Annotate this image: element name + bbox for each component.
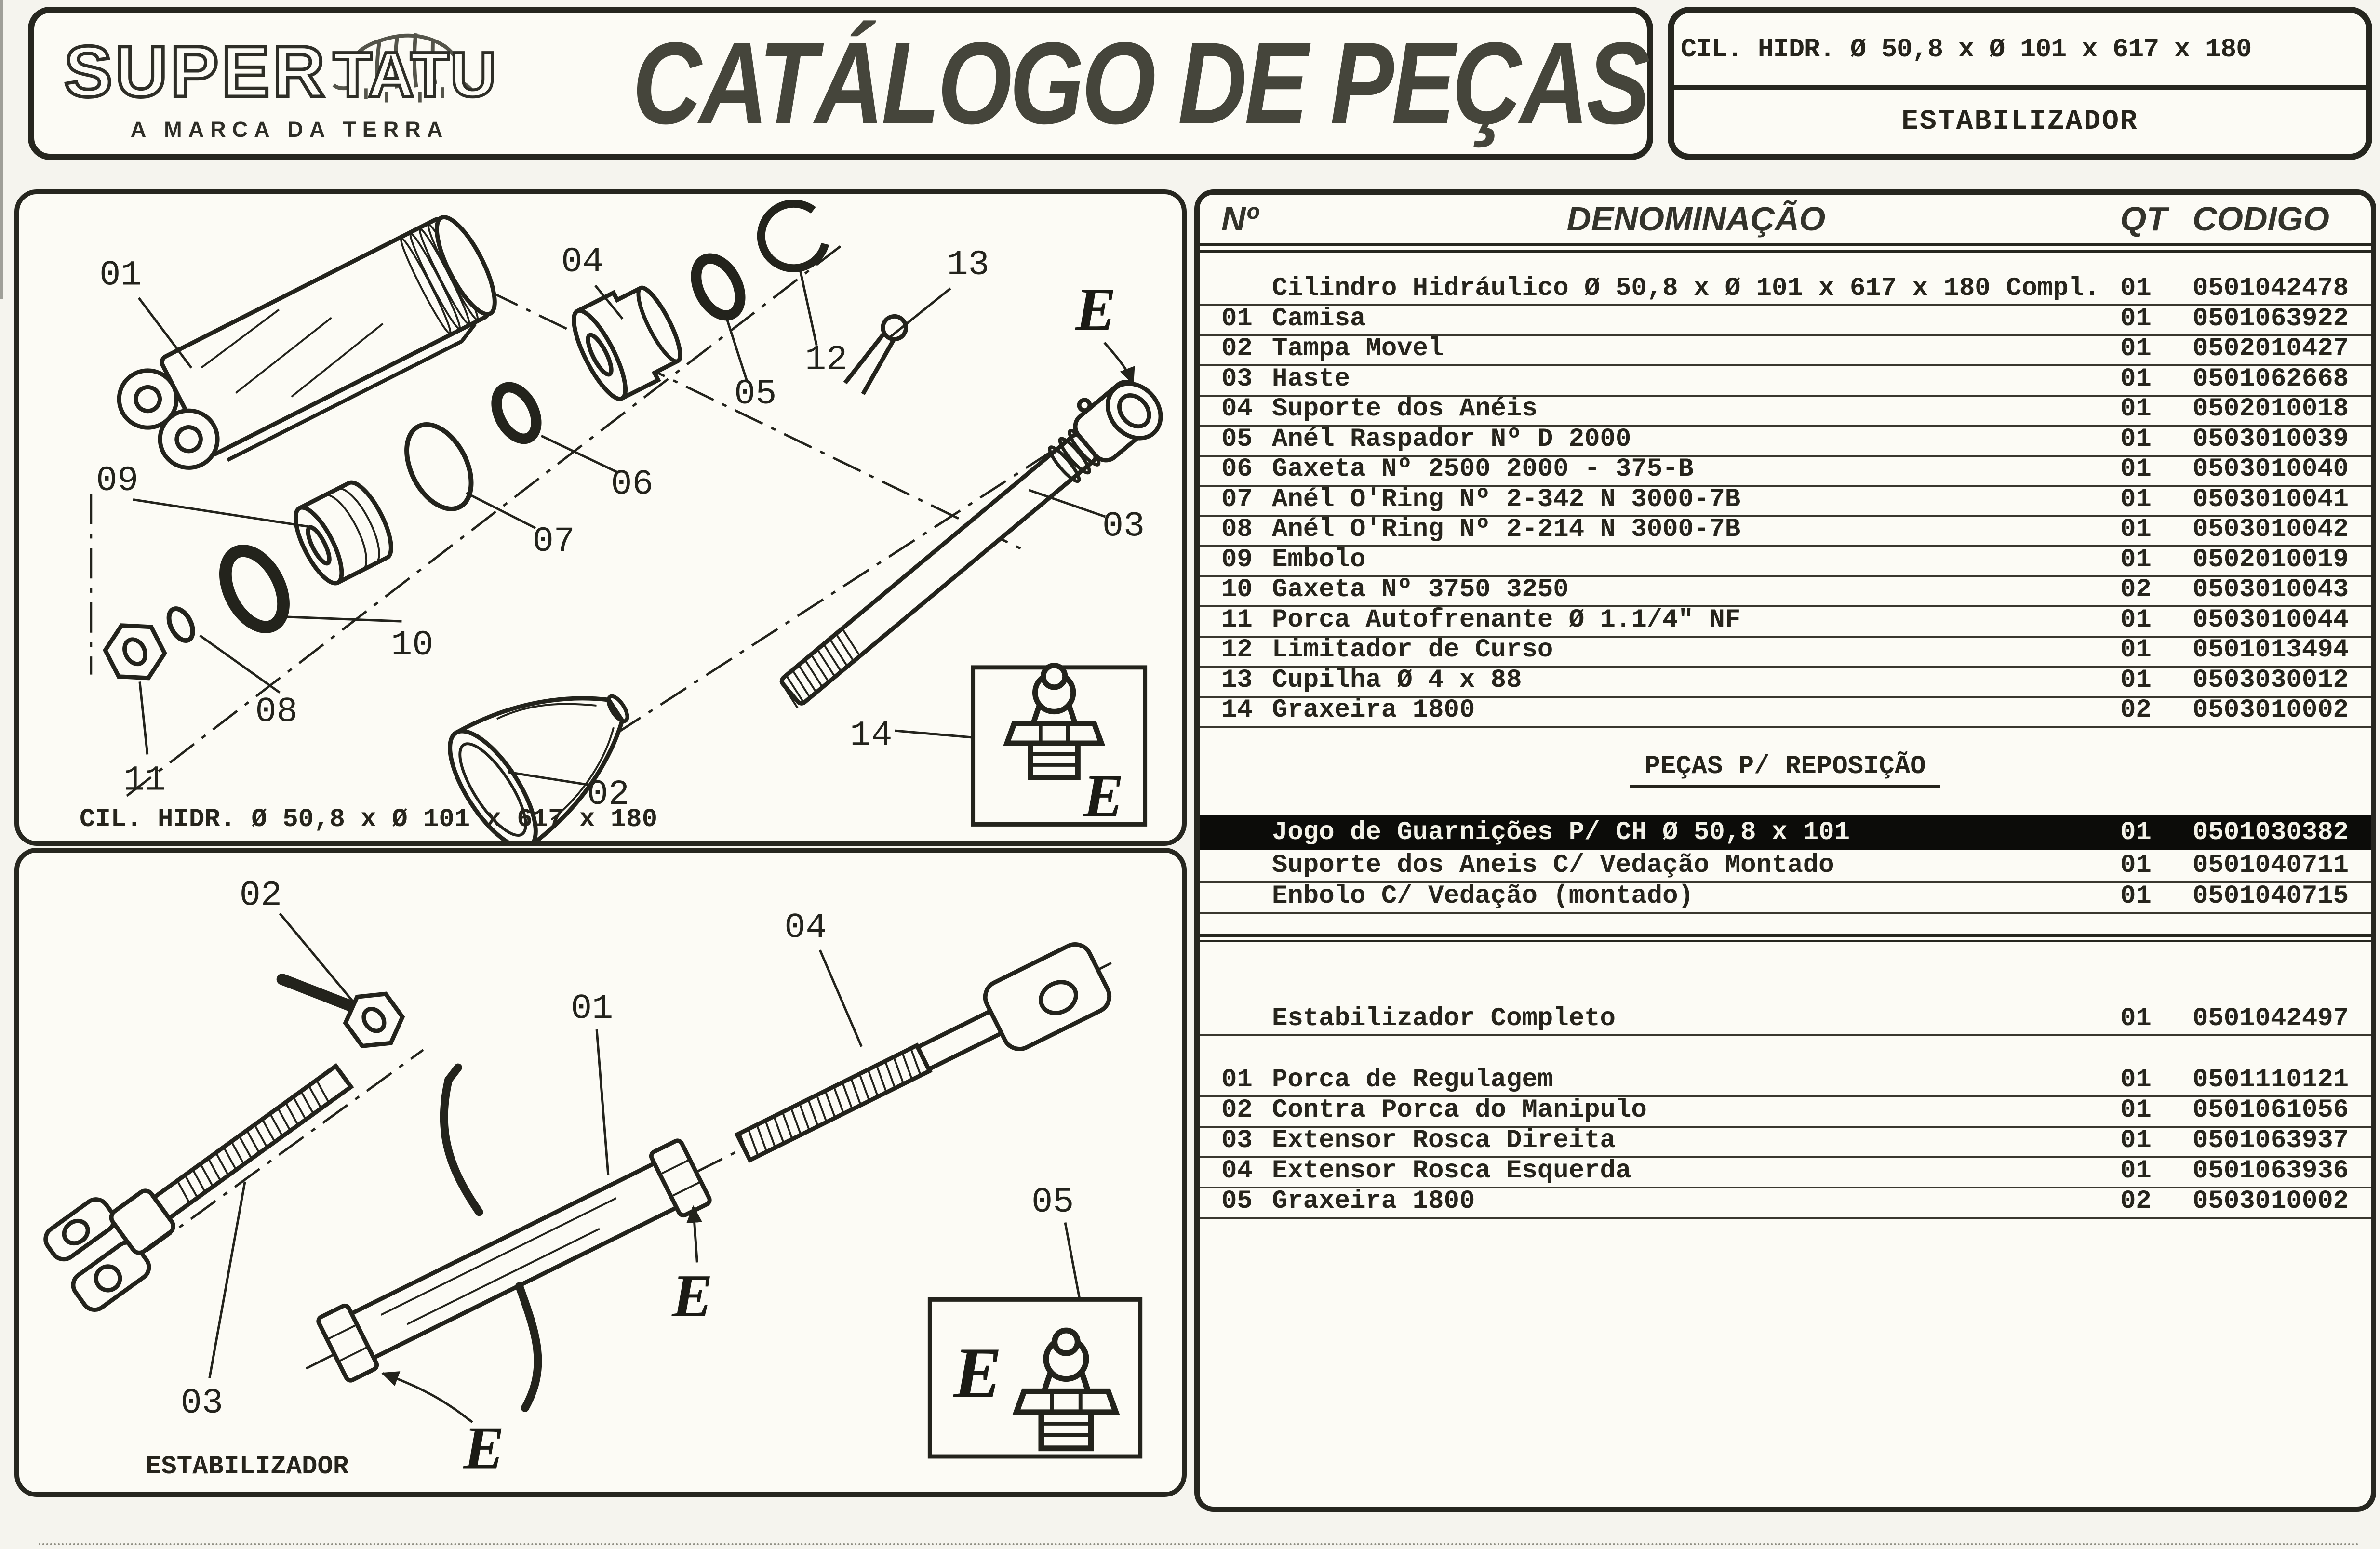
- callout-04: 04: [561, 242, 604, 282]
- table-row: [1200, 1036, 2371, 1097]
- part-qty: 01: [2120, 484, 2152, 514]
- grease-label-e-left: E: [463, 1414, 505, 1482]
- callout-14: 14: [850, 715, 893, 756]
- section-title: PEÇAS P/ REPOSIÇÃO: [1200, 746, 2371, 788]
- part-name: Anél Raspador Nº D 2000: [1272, 424, 1631, 454]
- table-row: [1200, 1188, 2371, 1219]
- info-box: [1668, 7, 2372, 160]
- table-row: [1200, 253, 2371, 306]
- part-code: 0501063936: [2193, 1156, 2349, 1186]
- col-no: Nº: [1221, 200, 1258, 238]
- callout-02: 02: [587, 774, 629, 815]
- part-qty: 01: [2120, 665, 2152, 695]
- part-number: 02: [1221, 334, 1253, 363]
- table-row: [1200, 547, 2371, 577]
- part-qty: 01: [2120, 851, 2152, 880]
- part-number: 05: [1221, 424, 1253, 454]
- part-name: Haste: [1272, 364, 1350, 394]
- part-extensor-esq-drawing: [37, 1038, 370, 1315]
- table-row: [1200, 336, 2371, 367]
- table-row: [1200, 454, 2371, 487]
- part-code: 0501061056: [2193, 1095, 2349, 1125]
- col-qt: QT: [2120, 200, 2167, 238]
- part-qty: 01: [2120, 1126, 2152, 1155]
- part-code: 0501063937: [2193, 1126, 2349, 1155]
- part-name: Camisa: [1272, 304, 1366, 334]
- part-qty: 01: [2120, 1004, 2152, 1033]
- info-assembly: ESTABILIZADOR: [1901, 106, 2139, 137]
- part-number: 04: [1221, 1156, 1253, 1186]
- scan-artifact: [0, 0, 3, 299]
- part-number: 12: [1221, 635, 1253, 665]
- grease-label-e-right: E: [672, 1262, 713, 1330]
- part-qty: 02: [2120, 695, 2152, 725]
- part-number: 14: [1221, 695, 1253, 725]
- part-qty: 01: [2120, 1095, 2152, 1125]
- part-qty: 01: [2120, 1065, 2152, 1095]
- part-name: Porca Autofrenante Ø 1.1/4" NF: [1272, 605, 1741, 635]
- grease-label-e: E: [1075, 276, 1116, 344]
- table-row: [1200, 577, 2371, 608]
- table-row: [1200, 484, 2371, 517]
- part-number: 08: [1221, 515, 1253, 544]
- part-number: 01: [1221, 304, 1253, 334]
- page-title: CATÁLOGO DE PEÇAS: [632, 18, 1648, 148]
- part-name: Extensor Rosca Direita: [1272, 1126, 1616, 1155]
- part-qty: 01: [2120, 394, 2152, 424]
- part-contraporca-drawing: [282, 935, 411, 1072]
- part-code: 0503010039: [2193, 424, 2349, 454]
- scan-artifact: [39, 1543, 2361, 1545]
- part-qty: 01: [2120, 424, 2152, 454]
- grease-inset-label-e: E: [953, 1333, 1002, 1413]
- info-model: CIL. HIDR. Ø 50,8 x Ø 101 x 617 x 180: [1674, 13, 2366, 90]
- part-code: 0503010043: [2193, 575, 2349, 604]
- callout-02: 02: [239, 875, 282, 916]
- part-qty: 01: [2120, 881, 2152, 911]
- part-name: Cilindro Hidráulico Ø 50,8 x Ø 101 x 617 x 180 Compl.: [1272, 274, 2100, 303]
- part-code: 0503010040: [2193, 454, 2349, 484]
- col-code: CODIGO: [2193, 200, 2329, 238]
- brand-tatu: TATU: [333, 39, 497, 110]
- part-qty: 01: [2120, 605, 2152, 635]
- part-name: Graxeira 1800: [1272, 695, 1475, 725]
- part-number: 02: [1221, 1095, 1253, 1125]
- table-row: [1200, 366, 2371, 397]
- table-row: [1200, 1097, 2371, 1128]
- callout-08: 08: [255, 692, 298, 732]
- callout-07: 07: [532, 521, 575, 562]
- part-name: Graxeira 1800: [1272, 1187, 1475, 1216]
- table-row: [1200, 942, 2371, 1036]
- callout-04: 04: [784, 908, 827, 948]
- cylinder-diagram-panel: [14, 189, 1187, 846]
- part-qty: 01: [2120, 454, 2152, 484]
- part-qty: 01: [2120, 515, 2152, 544]
- callout-03: 03: [1102, 506, 1145, 547]
- part-number: 03: [1221, 1126, 1253, 1155]
- part-name: Gaxeta Nº 3750 3250: [1272, 575, 1569, 604]
- part-name: Estabilizador Completo: [1272, 1004, 1616, 1033]
- callout-01: 01: [99, 255, 142, 295]
- table-row: [1200, 424, 2371, 457]
- part-number: 10: [1221, 575, 1253, 604]
- part-suporte-drawing: [564, 276, 691, 405]
- part-name: Extensor Rosca Esquerda: [1272, 1156, 1631, 1186]
- part-code: 0502010427: [2193, 334, 2349, 363]
- brand-logo: [34, 25, 521, 142]
- table-row: [1200, 1158, 2371, 1188]
- part-name: Tampa Movel: [1272, 334, 1444, 363]
- part-code: 0501040711: [2193, 851, 2349, 880]
- parts-table: [1194, 189, 2376, 1512]
- part-number: 01: [1221, 1065, 1253, 1095]
- part-code: 0503010042: [2193, 515, 2349, 544]
- part-limitador-drawing: [756, 199, 829, 273]
- part-name: Suporte dos Anéis: [1272, 394, 1538, 424]
- part-porca-drawing: [98, 614, 171, 690]
- part-code: 0502010018: [2193, 394, 2349, 424]
- table-row: [1200, 394, 2371, 427]
- stabilizer-diagram-caption: ESTABILIZADOR: [146, 1452, 349, 1482]
- part-gaxeta-10-drawing: [214, 541, 295, 637]
- part-qty: 02: [2120, 1187, 2152, 1216]
- part-name: Limitador de Curso: [1272, 635, 1553, 665]
- table-row: [1200, 850, 2371, 883]
- part-code: 0501042478: [2193, 274, 2349, 303]
- brand-tagline: A MARCA DA TERRA: [130, 117, 449, 142]
- part-code: 0503010002: [2193, 695, 2349, 725]
- callout-13: 13: [947, 244, 989, 285]
- part-code: 0501110121: [2193, 1065, 2349, 1095]
- part-qty: 01: [2120, 818, 2152, 847]
- callout-05: 05: [1031, 1182, 1074, 1222]
- part-tubo-drawing: [317, 1139, 711, 1382]
- part-number: 04: [1221, 394, 1253, 424]
- part-name: Gaxeta Nº 2500 2000 - 375-B: [1272, 454, 1694, 484]
- part-name: Suporte dos Aneis C/ Vedação Montado: [1272, 851, 1834, 880]
- part-number: 07: [1221, 484, 1253, 514]
- table-row-highlighted: [1200, 815, 2371, 850]
- part-code: 0501013494: [2193, 635, 2349, 665]
- table-row: [1200, 635, 2371, 668]
- part-oring-07-drawing: [394, 414, 484, 520]
- table-row: [1200, 1128, 2371, 1158]
- cylinder-exploded-drawing: [19, 194, 1182, 841]
- part-number: 05: [1221, 1187, 1253, 1216]
- part-cupilha-drawing: [845, 311, 910, 395]
- part-name: Contra Porca do Manipulo: [1272, 1095, 1647, 1125]
- part-name: Anél O'Ring Nº 2-214 N 3000-7B: [1272, 515, 1741, 544]
- table-row: [1200, 665, 2371, 698]
- part-qty: 01: [2120, 1156, 2152, 1186]
- part-number: 06: [1221, 454, 1253, 484]
- part-number: 09: [1221, 545, 1253, 574]
- part-number: 11: [1221, 605, 1253, 635]
- cylinder-diagram-caption: CIL. HIDR. Ø 50,8 x Ø 101 x 617 x 180: [80, 805, 657, 834]
- part-name: Cupilha Ø 4 x 88: [1272, 665, 1522, 695]
- table-row: [1200, 306, 2371, 336]
- part-name: Jogo de Guarnições P/ CH Ø 50,8 x 101: [1272, 818, 1850, 847]
- part-camisa-drawing: [108, 209, 511, 493]
- part-qty: 01: [2120, 334, 2152, 363]
- table-header: [1200, 195, 2371, 246]
- callout-12: 12: [805, 340, 848, 380]
- table-row: [1200, 883, 2371, 914]
- callout-10: 10: [391, 625, 434, 666]
- header-band: [28, 7, 1653, 160]
- part-code: 0502010019: [2193, 545, 2349, 574]
- part-qty: 01: [2120, 304, 2152, 334]
- part-code: 0501063922: [2193, 304, 2349, 334]
- table-row: [1200, 607, 2371, 638]
- part-number: 03: [1221, 364, 1253, 394]
- part-embolo-drawing: [287, 477, 400, 589]
- part-code: 0503010044: [2193, 605, 2349, 635]
- stabilizer-exploded-drawing: [19, 853, 1182, 1492]
- part-qty: 02: [2120, 575, 2152, 604]
- part-code: 0501042497: [2193, 1004, 2349, 1033]
- stabilizer-diagram-panel: [14, 848, 1187, 1497]
- callout-01: 01: [571, 988, 614, 1029]
- brand-logo-art: [58, 25, 521, 114]
- callout-05: 05: [734, 374, 777, 414]
- part-qty: 01: [2120, 545, 2152, 574]
- part-gaxeta-06-drawing: [489, 381, 545, 445]
- part-raspador-drawing: [687, 251, 749, 322]
- callout-06: 06: [611, 464, 654, 505]
- callout-03: 03: [180, 1383, 223, 1424]
- part-qty: 01: [2120, 274, 2152, 303]
- part-number: 13: [1221, 665, 1253, 695]
- col-name: DENOMINAÇÃO: [1566, 200, 1826, 238]
- part-qty: 01: [2120, 635, 2152, 665]
- table-row: [1200, 695, 2371, 728]
- part-name: Embolo: [1272, 545, 1366, 574]
- part-code: 0501062668: [2193, 364, 2349, 394]
- section-separator: [1200, 934, 2371, 942]
- part-name: Porca de Regulagem: [1272, 1065, 1553, 1095]
- grease-inset-label-e: E: [1083, 762, 1124, 830]
- part-code: 0501030382: [2193, 818, 2349, 847]
- table-row: [1200, 517, 2371, 547]
- part-qty: 01: [2120, 364, 2152, 394]
- brand-super: SUPER: [64, 30, 328, 112]
- part-code: 0501040715: [2193, 881, 2349, 911]
- part-code: 0503010041: [2193, 484, 2349, 514]
- part-oring-08-drawing: [164, 605, 198, 644]
- callout-09: 09: [96, 460, 139, 501]
- part-name: Enbolo C/ Vedação (montado): [1272, 881, 1694, 911]
- part-name: Anél O'Ring Nº 2-342 N 3000-7B: [1272, 484, 1741, 514]
- header-rule: [1200, 246, 2371, 253]
- part-code: 0503010002: [2193, 1187, 2349, 1216]
- part-extensor-dir-drawing: [727, 939, 1115, 1180]
- part-code: 0503030012: [2193, 665, 2349, 695]
- callout-11: 11: [123, 760, 166, 801]
